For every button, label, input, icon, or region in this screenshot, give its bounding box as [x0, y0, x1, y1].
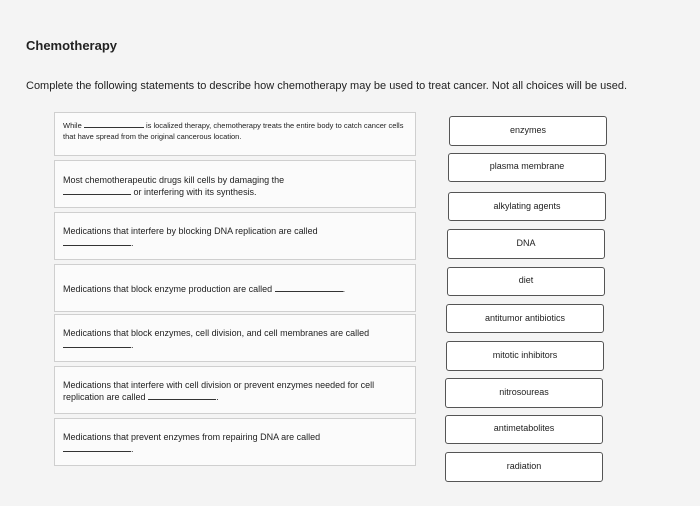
statement-4-before: Medications that block enzyme production are called: [63, 284, 273, 294]
statement-3-blank[interactable]: [63, 237, 131, 246]
statement-box-7[interactable]: [54, 418, 416, 466]
choice-plasma-membrane[interactable]: plasma membrane: [448, 153, 606, 182]
statement-4-after: .: [342, 284, 346, 294]
choice-enzymes[interactable]: enzymes: [449, 116, 607, 146]
page-title: Chemotherapy: [26, 38, 118, 53]
statement-1-after: is localized therapy, chemotherapy treats the entire body to catch cancer cells that have spread from the original cancerous location.: [63, 121, 404, 141]
instructions-text: Complete the following statements to describe how chemotherapy may be used to treat cancer. Not all choices will be used.: [26, 80, 628, 92]
statement-2-after: or interfering with its synthesis.: [133, 187, 257, 197]
choice-antitumor-antibiotics[interactable]: antitumor antibiotics: [446, 304, 604, 333]
statement-box-5[interactable]: [54, 314, 416, 362]
statement-box-3[interactable]: [54, 212, 416, 260]
statement-6-blank[interactable]: [148, 391, 216, 400]
statement-3-before: Medications that interfere by blocking DNA replication are called: [63, 226, 318, 236]
choice-alkylating-agents[interactable]: alkylating agents: [448, 192, 606, 221]
statement-1-before: While: [63, 121, 82, 130]
statement-5-after: .: [131, 340, 134, 350]
statement-6-before: Medications that interfere with cell division or prevent enzymes needed for cell replication are called: [63, 380, 375, 402]
statement-box-2[interactable]: [54, 160, 416, 208]
statement-6-after: .: [216, 392, 219, 402]
statement-7-blank[interactable]: [63, 443, 131, 452]
statement-7-after: .: [131, 444, 134, 454]
statement-7-before: Medications that prevent enzymes from repairing DNA are called: [63, 432, 321, 442]
statement-box-4[interactable]: [54, 264, 416, 312]
choice-radiation[interactable]: radiation: [445, 452, 603, 482]
statement-2-blank[interactable]: [63, 186, 131, 195]
statement-4-blank[interactable]: [275, 283, 343, 292]
statement-box-1[interactable]: [54, 112, 416, 156]
choice-antimetabolites[interactable]: antimetabolites: [445, 415, 603, 444]
statement-5-blank[interactable]: [63, 339, 131, 348]
choice-mitotic-inhibitors[interactable]: mitotic inhibitors: [446, 341, 604, 371]
choice-diet[interactable]: diet: [447, 267, 605, 296]
statement-1-blank[interactable]: [84, 119, 144, 128]
choice-nitrosoureas[interactable]: nitrosoureas: [445, 378, 603, 408]
statement-2-before: Most chemotherapeutic drugs kill cells by damaging the: [63, 175, 285, 185]
statement-box-6[interactable]: [54, 366, 416, 414]
choice-dna[interactable]: DNA: [447, 229, 605, 259]
statement-5-before: Medications that block enzymes, cell division, and cell membranes are called: [63, 328, 370, 338]
statement-3-after: .: [131, 238, 134, 248]
